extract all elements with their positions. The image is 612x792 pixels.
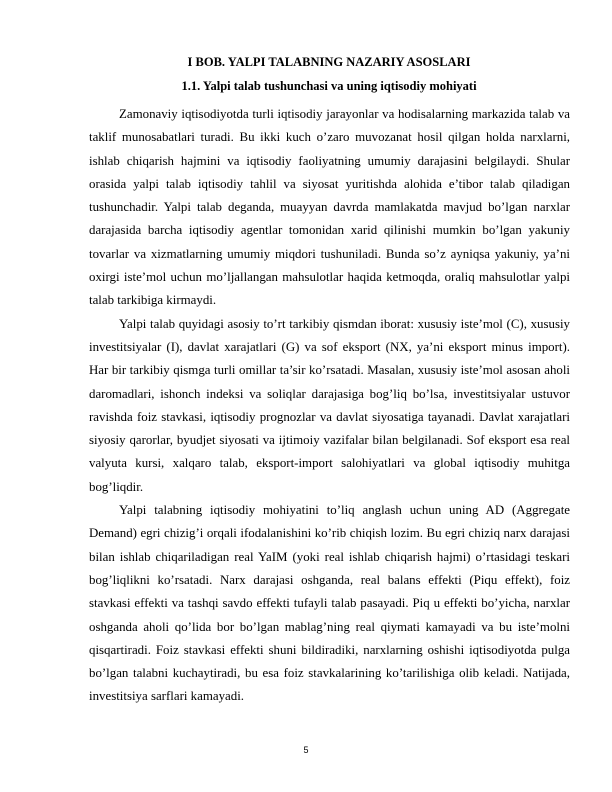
chapter-title: I BOB. YALPI TALABNING NAZARIY ASOSLARI (187, 55, 471, 69)
section-title: 1.1. Yalpi talab tushunchasi va uning iqtisodiy mohiyati (181, 79, 477, 93)
body-text (89, 103, 570, 709)
paragraph: Yalpi talabning iqtisodiy mohiyatini to’liq anglash uchun uning AD (Aggregate Demand) egri chizig’i orqali ifodalanishini ko’rib chiqish lozim. Bu egri chiziq narx darajasi bilan ishlab chiqariladigan real YaIM (yoki real ishlab chiqarish hajmi) o’rtasidagi teskari bog’liqlikni ko’rsatadi. Narx darajasi oshganda, real balans effekti (Piqu effekt), foiz stavkasi effekti va tashqi savdo effekti tufayli talab pasayadi. Piq u effekti bo’yicha, narxlar oshganda aholi qo’lida bor bo’lgan mablag’ning real qiymati kamayadi va bu iste’molni qisqartiradi. Foiz stavkasi effekti shuni bildiradiki, narxlarning oshishi iqtisodiyotda pulga bo’lgan talabni kuchaytiradi, bu esa foiz stavkalarining ko’tarilishiga olib keladi. Natijada, investitsiya sarflari kamayadi. (89, 503, 570, 704)
paragraph: Yalpi talab quyidagi asosiy to’rt tarkibiy qismdan iborat: xususiy iste’mol (C), xususiy investitsiyalar (I), davlat xarajatlari (G) va sof eksport (NX, ya’ni eksport minus import). Har bir tarkibiy qismga turli omillar ta’sir ko’rsatadi. Masalan, xususiy iste’mol asosan aholi daromadlari, ishonch indeksi va soliqlar darajasiga bog’liq bo’lsa, investitsiyalar ustuvor ravishda foiz stavkasi, iqtisodiy prognozlar va davlat siyosatiga tayanadi. Davlat xarajatlari siyosiy qarorlar, byudjet siyosati va ijtimoiy vazifalar bilan belgilanadi. Sof eksport esa real valyuta kursi, xalqaro talab, eksport-import salohiyatlari va global iqtisodiy muhitga bog’liqdir. (89, 316, 570, 494)
paragraph: Zamonaviy iqtisodiyotda turli iqtisodiy jarayonlar va hodisalarning markazida talab va taklif munosabatlari turadi. Bu ikki kuch o’zaro muvozanat hosil qilgan holda narxlarni, ishlab chiqarish hajmini va iqtisodiy faoliyatning umumiy darajasini belgilaydi. Shular orasida yalpi talab iqtisodiy tahlil va siyosat yuritishda alohida e’tibor talab qiladigan tushunchadir. Yalpi talab deganda, muayyan davrda mamlakatda mavjud bo’lgan narxlar darajasida barcha iqtisodiy agentlar tomonidan xarid qilinishi mumkin bo’lgan yakuniy tovarlar va xizmatlarning umumiy miqdori tushuniladi. Bunda so’z ayniqsa yakuniy, ya’ni oxirgi iste’mol uchun mo’ljallangan mahsulotlar haqida ketmoqda, oraliq mahsulotlar yalpi talab tarkibiga kirmaydi. (89, 107, 570, 308)
page-number: 5 (303, 745, 309, 755)
